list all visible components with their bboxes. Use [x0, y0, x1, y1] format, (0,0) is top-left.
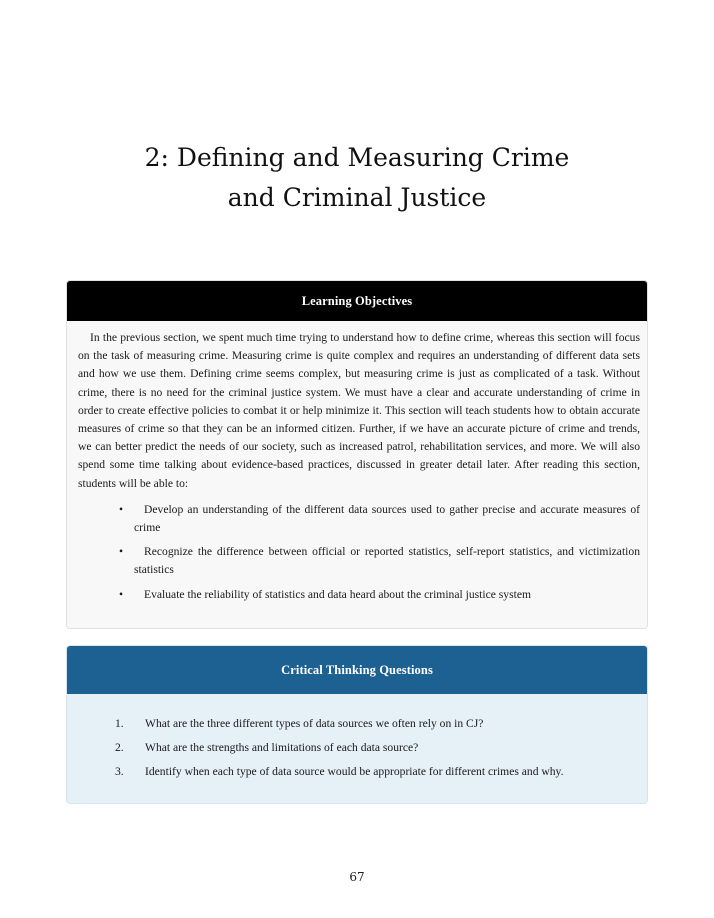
list-item-text: Recognize the difference between official or reported statistics, self-report statistics, and victimization statistics: [134, 545, 640, 577]
chapter-title: [0, 138, 714, 218]
bullet: •: [119, 502, 124, 516]
learning-objectives-list: [78, 501, 640, 604]
list-item: [78, 586, 640, 604]
list-item-text: Develop an understanding of the different data sources used to gather precise and accurate measures of crime: [134, 502, 640, 535]
learning-objectives-intro: In the previous section, we spent much time trying to understand how to define crime, whereas this section will focus on the task of measuring crime. Measuring crime is quite complex and requires an understanding of different data sets and how we use them. Defining crime seems complex, but measuring crime is just as complicated of a task. Without crime, there is no need for the criminal justice system. We must have a clear and accurate understanding of crime in order to create effective policies to combat it or help minimize it. This section will teach students how to obtain accurate measures of crime so that they can be an informed citizen. Further, if we have an accurate picture of crime and trends, we can better predict the needs of our society, such as increased patrol, rehabilitation services, and more. We will also spend some time talking about evidence-based practices, discussed in greater detail later. After reading this section, students will be able to:: [78, 331, 640, 490]
learning-objectives-box: [66, 280, 648, 629]
list-item-text: What are the strengths and limitations of each data source?: [145, 741, 419, 754]
list-item-text: What are the three different types of data sources we often rely on in CJ?: [145, 717, 484, 730]
chapter-title-line-2: and Criminal Justice: [227, 183, 487, 212]
list-item-number: 1.: [115, 717, 124, 730]
bullet: •: [119, 545, 124, 559]
list-item: [67, 712, 637, 736]
critical-thinking-header: Critical Thinking Questions: [67, 646, 647, 694]
bullet: •: [119, 587, 124, 601]
learning-objectives-body: [67, 321, 647, 604]
list-item-text: Identify when each type of data source would be appropriate for different crimes and why.: [145, 765, 564, 778]
critical-thinking-box: [66, 645, 648, 804]
list-item-number: 3.: [115, 765, 124, 778]
list-item: [67, 760, 637, 784]
learning-objectives-header: Learning Objectives: [67, 281, 647, 321]
critical-thinking-list: [67, 712, 647, 784]
list-item-number: 2.: [115, 741, 124, 754]
page-number: 67: [349, 870, 365, 884]
list-item: [78, 543, 640, 579]
chapter-title-line-1: 2: Defining and Measuring Crime: [144, 143, 570, 172]
list-item: [67, 736, 637, 760]
list-item-text: Evaluate the reliability of statistics and data heard about the criminal justice system: [144, 587, 531, 601]
list-item: [78, 501, 640, 537]
